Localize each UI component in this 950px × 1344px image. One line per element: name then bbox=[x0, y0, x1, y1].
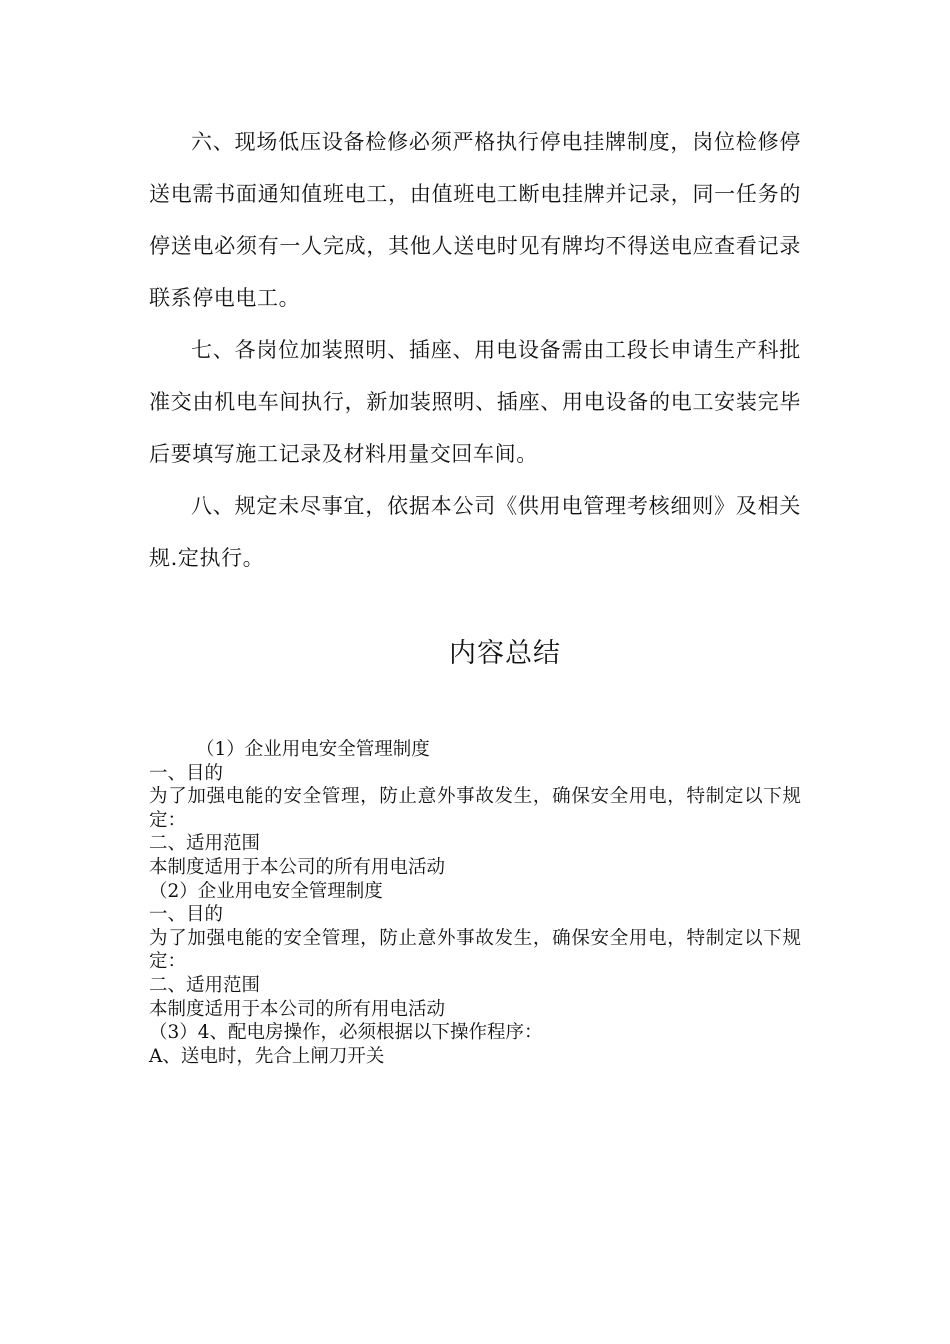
summary-line: 为了加强电能的安全管理，防止意外事故发生，确保安全用电，特制定以下规定： bbox=[149, 786, 801, 831]
paragraph-8: 八、规定未尽事宜，依据本公司《供用电管理考核细则》及相关规.定执行。 bbox=[149, 494, 801, 570]
summary-title: 内容总结 bbox=[449, 638, 561, 669]
summary-line: 一、目的 bbox=[149, 904, 224, 926]
summary-line: 本制度适用于本公司的所有用电活动 bbox=[149, 856, 446, 878]
summary-line: （2）企业用电安全管理制度 bbox=[149, 880, 383, 902]
summary-section bbox=[149, 738, 801, 1068]
summary-line: 一、目的 bbox=[149, 762, 224, 784]
summary-line: A、送电时，先合上闸刀开关 bbox=[149, 1045, 385, 1067]
summary-line: （1）企业用电安全管理制度 bbox=[196, 739, 430, 760]
summary-line: 为了加强电能的安全管理，防止意外事故发生，确保安全用电，特制定以下规定： bbox=[149, 927, 801, 973]
summary-line: 二、适用范围 bbox=[149, 833, 261, 855]
summary-line: （3）4、配电房操作，必须根据以下操作程序： bbox=[149, 1022, 543, 1044]
regulation-body bbox=[149, 116, 801, 584]
summary-line: 本制度适用于本公司的所有用电活动 bbox=[149, 998, 446, 1020]
paragraph-7: 七、各岗位加装照明、插座、用电设备需由工段长申请生产科批准交由机电车间执行，新加装照明、插座、用电设备的电工安装完毕后要填写施工记录及材料用量交回车间。 bbox=[149, 338, 801, 466]
summary-line: 二、适用范围 bbox=[149, 974, 261, 996]
paragraph-6: 六、现场低压设备检修必须严格执行停电挂牌制度，岗位检修停送电需书面通知值班电工，由值班电工断电挂牌并记录，同一任务的停送电必须有一人完成，其他人送电时见有牌均不得送电应查看记录联系停电电工。 bbox=[149, 130, 801, 310]
